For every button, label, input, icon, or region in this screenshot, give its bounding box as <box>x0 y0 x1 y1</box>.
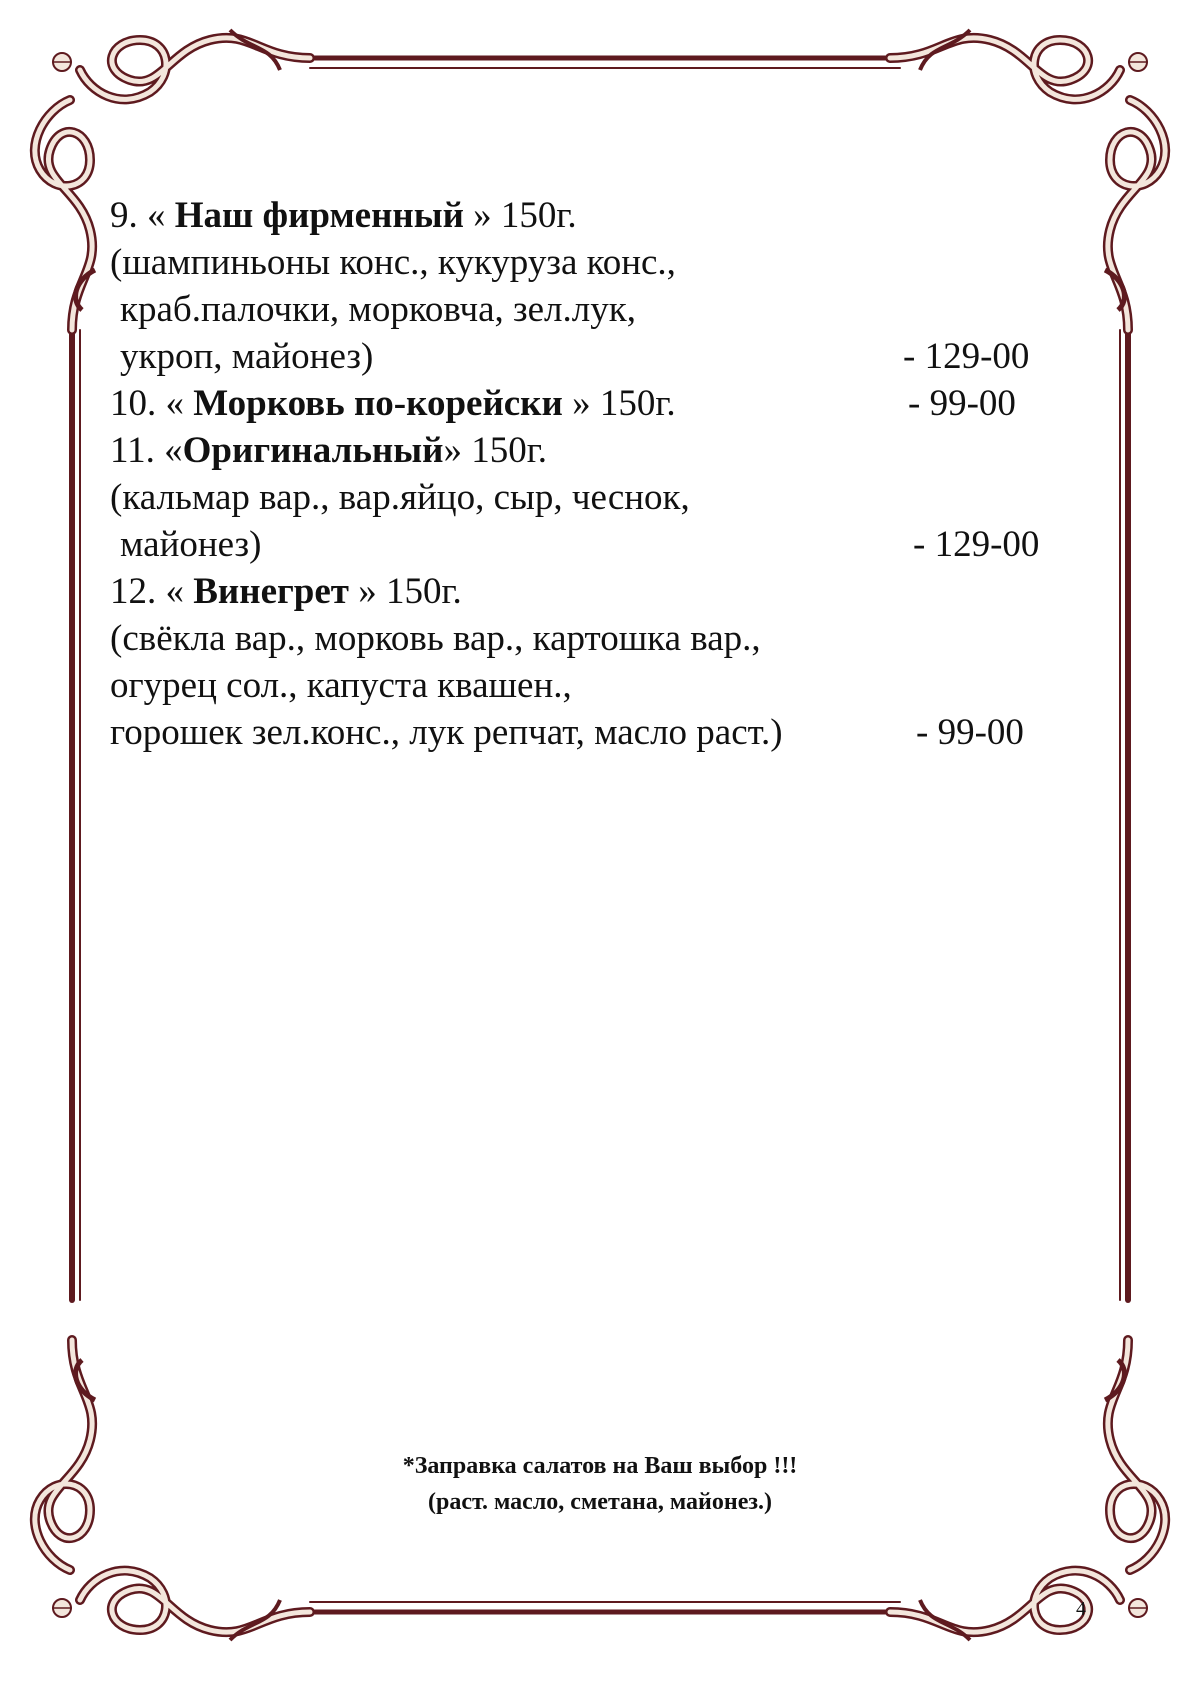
item-name: Винегрет <box>193 571 349 612</box>
item-price: - 99-00 <box>916 712 1024 753</box>
item-description-line: укроп, майонез) - 129-00 <box>110 333 1070 380</box>
item-description-line: майонез) - 129-00 <box>110 521 1070 568</box>
note-line-1: *Заправка салатов на Ваш выбор !!! <box>402 1453 798 1479</box>
menu-item-heading: 11. «Оригинальный» 150г. <box>110 430 547 471</box>
dressing-note <box>250 1448 950 1520</box>
item-number: 10. <box>110 383 157 424</box>
item-price: - 129-00 <box>913 524 1040 565</box>
item-name: Морковь по-корейски <box>193 383 563 424</box>
item-number: 12. <box>110 571 157 612</box>
menu-item-heading: 9. « Наш фирменный » 150г. <box>110 195 577 236</box>
item-name: Наш фирменный <box>174 195 464 236</box>
item-name: Оригинальный <box>182 430 444 471</box>
item-description-line: (шампиньоны конс., кукуруза конс., <box>110 242 676 283</box>
item-description-line: (кальмар вар., вар.яйцо, сыр, чеснок, <box>110 477 690 518</box>
menu-item-heading: 12. « Винегрет » 150г. <box>110 571 462 612</box>
item-weight: 150г. <box>599 383 676 424</box>
item-number: 9. <box>110 195 138 236</box>
item-number: 11. <box>110 430 155 471</box>
item-description-line: (свёкла вар., морковь вар., картошка вар., <box>110 618 761 659</box>
item-description-line: горошек зел.конс., лук репчат, масло раст.) - 99-00 <box>110 709 1070 756</box>
item-weight: 150г. <box>500 195 577 236</box>
item-weight: 150г. <box>385 571 462 612</box>
page-number: 4 <box>1076 1598 1086 1620</box>
item-price: - 99-00 <box>908 383 1016 424</box>
item-weight: 150г. <box>471 430 547 471</box>
item-description-line: краб.палочки, морковча, зел.лук, <box>120 289 636 330</box>
note-line-2: (раст. масло, сметана, майонез.) <box>428 1489 772 1515</box>
item-description-line: огурец сол., капуста квашен., <box>110 665 572 706</box>
item-price: - 129-00 <box>903 336 1030 377</box>
menu-list <box>110 192 1070 756</box>
menu-item-heading: 10. « Морковь по-корейски » 150г. - 99-00 <box>110 380 1070 427</box>
